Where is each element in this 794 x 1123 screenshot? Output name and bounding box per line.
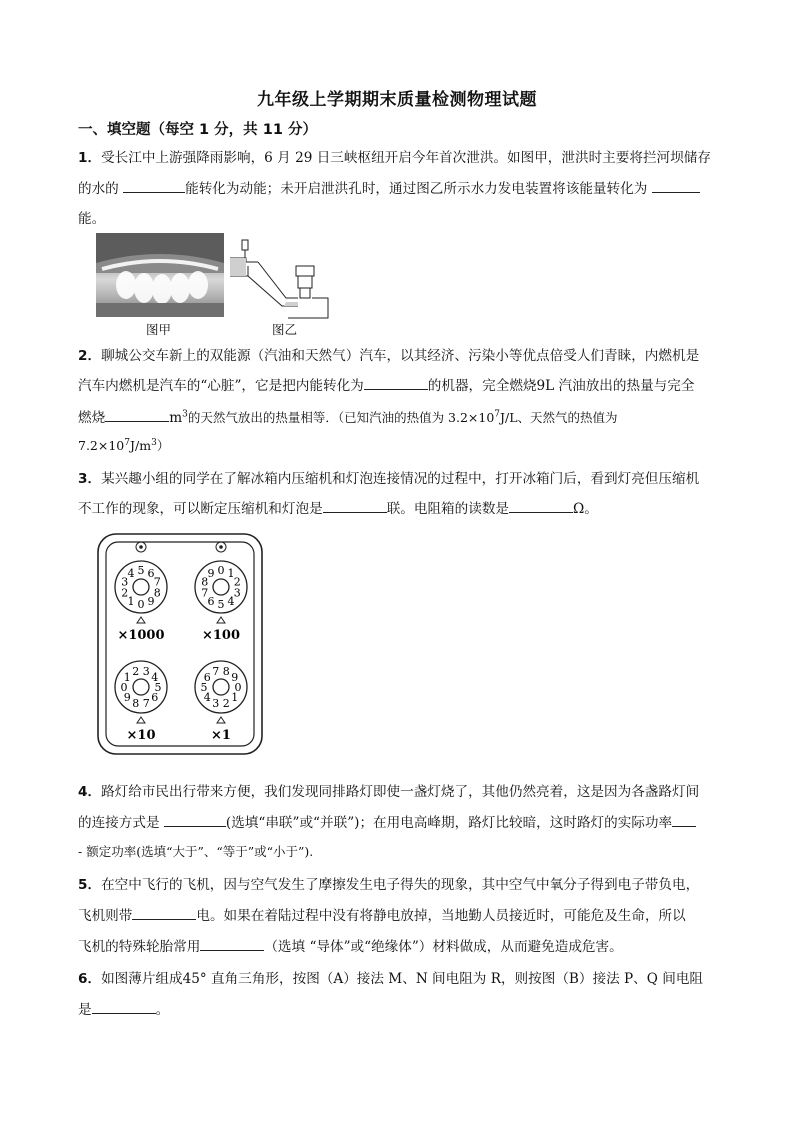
q1-line-1: [78, 146, 711, 166]
dial-digit: 2: [132, 664, 140, 678]
dial-digit: 4: [151, 671, 159, 684]
q2-line-3: [78, 406, 618, 426]
q6-line-1: [78, 967, 703, 987]
q1-text-2a: 的水的: [78, 181, 119, 197]
dial-digit: 9: [123, 691, 131, 704]
dial-digit: 6: [207, 594, 215, 608]
pointer-triangle-icon: [217, 617, 225, 623]
section-header: 一、填空题（每空 1 分，共 11 分）: [78, 122, 317, 138]
q4-line-3: - 额定功率(选填“大于”、“等于”或“小于”).: [78, 844, 314, 859]
q1-blank-1[interactable]: [123, 180, 185, 193]
q1-line-2: [78, 177, 700, 197]
q2-text-2a: 汽车内燃机是汽车的“心脏”，它是把内能转化为: [78, 378, 364, 394]
pointer-triangle-icon: [137, 617, 145, 623]
dial-digit: 8: [132, 697, 140, 711]
q5-blank-2[interactable]: [200, 938, 264, 951]
dial-digit: 8: [201, 575, 209, 589]
dial-digit: 3: [121, 575, 129, 589]
q2-line-4: [78, 436, 169, 454]
dial-digit: 7: [212, 664, 220, 678]
q4-text-1: 路灯给市民出行带来方便，我们发现同排路灯即使一盏灯烧了，其他仍然亮着，这是因为各盏路灯间: [101, 784, 700, 800]
dial-multiplier-label: ×1000: [117, 628, 165, 643]
q3-number: 3．: [78, 471, 102, 487]
pointer-triangle-icon: [217, 717, 225, 723]
dial-multiplier-label: ×10: [126, 728, 156, 743]
q2-text-4c: ）: [156, 438, 170, 453]
q2-text-3d: J/L、天然气的热值为: [500, 410, 618, 425]
dial-digit: 2: [121, 586, 129, 600]
caption-figure-a: 图甲: [146, 322, 172, 337]
q2-text-4b: J/m: [130, 438, 152, 453]
q2-line-1: [78, 344, 699, 364]
q6-blank-1[interactable]: [92, 1001, 156, 1014]
q2-text-2b: 的机器，完全燃烧9L 汽油放出的热量与完全: [427, 378, 695, 394]
q1-number: 1．: [78, 150, 102, 166]
dial-digit: 5: [154, 681, 162, 694]
page-title: 九年级上学期期末质量检测物理试题: [257, 90, 537, 110]
q5-text-2a: 飞机则带: [78, 908, 133, 924]
q2-text-1: 聊城公交车新上的双能源（汽油和天然气）汽车，以其经济、污染小等优点倍受人们青睐，内燃机是: [101, 348, 700, 364]
q3-line-1: [78, 467, 699, 487]
dial-digit: 2: [233, 575, 241, 589]
q3-line-2: [78, 497, 598, 517]
q5-text-3b: （选填 “导体”或“绝缘体”）材料做成，从而避免造成危害。: [264, 939, 623, 955]
dial-4[interactable]: [195, 661, 247, 743]
q4-text-2a: 的连接方式是: [78, 815, 160, 831]
q5-blank-1[interactable]: [132, 907, 196, 920]
dial-digit: 5: [200, 681, 208, 694]
dial-digit: 6: [203, 671, 211, 684]
q4-number: 4．: [78, 784, 102, 800]
q2-blank-2[interactable]: [105, 409, 169, 422]
dial-digit: 1: [127, 594, 135, 608]
dam-spillway-photo: [96, 233, 224, 317]
q3-text-2c: Ω。: [573, 501, 598, 517]
q5-text-1: 在空中飞行的飞机，因与空气发生了摩擦发生电子得失的现象，其中空气中氧分子得到电子带负电，: [101, 877, 700, 893]
q2-sup-exp: 7: [494, 409, 501, 420]
q2-number: 2．: [78, 348, 102, 364]
dial-digit: 7: [153, 575, 161, 589]
dial-digit: 9: [231, 671, 239, 684]
dial-digit: 8: [222, 664, 230, 678]
q4-line-2: [78, 811, 696, 831]
q2-blank-1[interactable]: [364, 377, 428, 390]
dial-digit: 5: [217, 598, 225, 611]
q6-number: 6．: [78, 971, 102, 987]
q2-sup-exp2: 7: [124, 437, 130, 448]
dial-digit: 0: [120, 681, 128, 694]
dial-digit: 5: [137, 564, 145, 577]
dial-1[interactable]: [115, 542, 167, 643]
q2-line-2: [78, 374, 694, 394]
dial-digit: 1: [231, 691, 239, 704]
q1-text-2b: 能转化为动能；未开启泄洪孔时，通过图乙所示水力发电装置将该能量转化为: [185, 181, 648, 197]
q3-blank-1[interactable]: [323, 500, 387, 513]
q6-text-2a: 是: [78, 1002, 92, 1018]
dial-multiplier-label: ×1: [211, 728, 231, 743]
caption-figure-b: 图乙: [272, 322, 298, 337]
q4-text-2b: (选填“串联”或“并联”)；在用电高峰期，路灯比较暗，这时路灯的实际功率: [225, 815, 673, 831]
q5-line-3: [78, 935, 623, 955]
dial-digit: 0: [137, 598, 145, 611]
q4-blank-2[interactable]: [672, 814, 696, 827]
q5-line-2: [78, 904, 686, 924]
q3-blank-2[interactable]: [509, 500, 573, 513]
q4-blank-1[interactable]: [164, 814, 226, 827]
q2-sup-m3b: 3: [151, 437, 157, 448]
dial-digit: 3: [233, 586, 241, 600]
q3-text-1: 某兴趣小组的同学在了解冰箱内压缩机和灯泡连接情况的过程中，打开冰箱门后，看到灯亮但压缩机: [101, 471, 700, 487]
q6-line-2: [78, 998, 169, 1018]
q6-text-1: 如图薄片组成45° 直角三角形，按图（A）接法 M、N 间电阻为 R，则按图（B）接法 P、Q 间电阻: [101, 971, 704, 987]
q2-sup-m3: 3: [182, 409, 188, 420]
dial-digit: 7: [142, 697, 150, 711]
q2-text-3c: 的天然气放出的热量相等．（已知汽油的热值为 3.2×10: [187, 410, 495, 425]
dial-digit: 7: [201, 586, 209, 600]
q3-text-2a: 不工作的现象，可以断定压缩机和灯泡是: [78, 501, 323, 517]
pointer-triangle-icon: [137, 717, 145, 723]
dial-digit: 0: [234, 681, 242, 694]
q1-line-3: 能。: [78, 211, 106, 227]
q5-number: 5．: [78, 877, 102, 893]
dial-digit: 8: [153, 586, 161, 600]
resistance-box-figure: [96, 532, 266, 757]
hydro-generator-diagram: [228, 236, 340, 320]
dial-digit: 9: [207, 567, 215, 581]
q5-text-2b: 电。如果在着陆过程中没有将静电放掉，当地勤人员接近时，可能危及生命，所以: [196, 908, 686, 924]
dial-digit: 6: [151, 691, 159, 704]
q1-text-1: 受长江中上游强降雨影响，6 月 29 日三峡枢纽开启今年首次泄洪。如图甲，泄洪时主要将拦河坝储存: [101, 150, 711, 166]
dial-digit: 4: [227, 594, 235, 608]
dial-digit: 1: [227, 567, 235, 581]
dial-2[interactable]: [195, 542, 247, 643]
dial-digit: 6: [147, 567, 155, 581]
q5-text-3a: 飞机的特殊轮胎常用: [78, 939, 201, 955]
q3-text-2b: 联。电阻箱的读数是: [386, 501, 510, 517]
dial-digit: 3: [212, 697, 220, 711]
q4-line-1: [78, 780, 699, 800]
dial-digit: 3: [142, 664, 150, 678]
q2-text-4a: 7.2×10: [78, 438, 125, 453]
dial-digit: 4: [127, 567, 135, 581]
q6-text-2b: 。: [155, 1002, 170, 1018]
q2-text-3b: m: [169, 410, 183, 426]
q5-line-1: [78, 873, 699, 893]
dial-3[interactable]: [115, 661, 167, 743]
dial-digit: 4: [203, 691, 211, 704]
dial-digit: 2: [222, 697, 230, 711]
dial-digit: 1: [123, 671, 131, 684]
q1-blank-2[interactable]: [652, 180, 700, 193]
dial-digit: 0: [217, 564, 225, 577]
q2-text-3a: 燃烧: [78, 410, 106, 426]
dial-digit: 9: [147, 594, 155, 608]
dial-multiplier-label: ×100: [201, 628, 241, 643]
